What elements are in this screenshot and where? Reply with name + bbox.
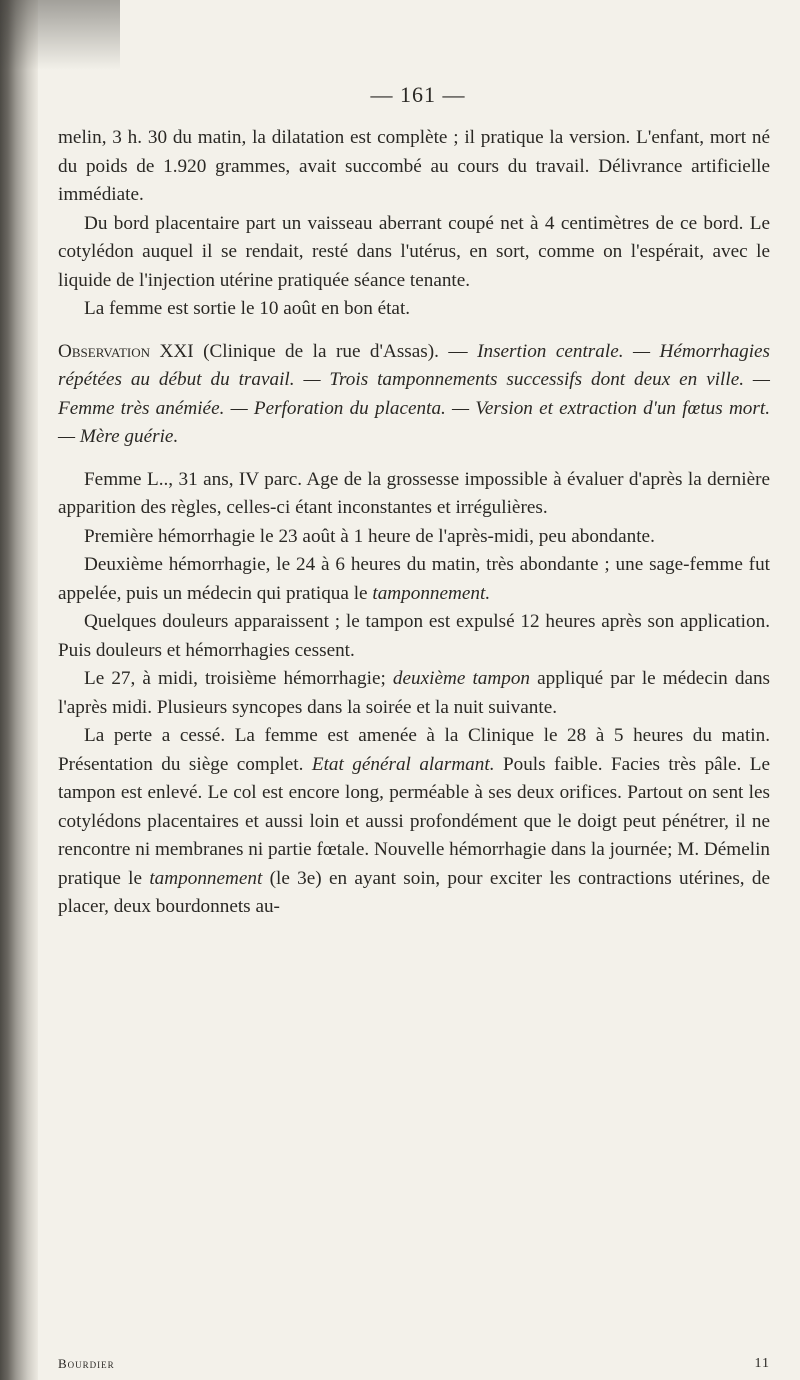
- paragraph-2: Du bord placentaire part un vaisseau aberrant coupé net à 4 centimètres de ce bord. Le cotylédon auquel il se rendait, resté dans l'utérus, en sort, comme on l'espérait, avec le liquide de l'injection utérine pratiquée séance tenante.: [58, 212, 770, 291]
- observation-clinic: (Clinique de la rue d'Assas). —: [203, 340, 468, 362]
- spacer: [58, 452, 770, 466]
- paragraph-9: [58, 722, 770, 922]
- paragraph-9-text-c: (le 3e) en ayant soin, pour exciter les contractions utérines, de placer, deux bourdonnets au-: [58, 867, 771, 917]
- paragraph-1: melin, 3 h. 30 du matin, la dilatation est complète ; il pratique la version. L'enfant, mort né du poids de 1.920 grammes, avait succombé au cours du travail. Délivrance artificielle immédiate.: [58, 127, 770, 205]
- paragraph-6-emphasis: tamponnement.: [372, 582, 491, 604]
- page-footer: [58, 1356, 770, 1372]
- paragraph-9-text-a: La perte a cessé. La femme est amenée à la Clinique le 28 à 5 heures du matin. Présentation du siège complet.: [58, 725, 770, 775]
- paragraph-7: Quelques douleurs apparaissent ; le tampon est expulsé 12 heures après son application. Puis douleurs et hémorrhagies cessent.: [58, 611, 770, 661]
- observation-heading: [58, 338, 770, 452]
- paragraph-5: Première hémorrhagie le 23 août à 1 heure de l'après-midi, peu abondante.: [84, 525, 655, 547]
- paragraph-8-text-a: Le 27, à midi, troisième hémorrhagie;: [84, 668, 386, 689]
- paragraph-8-text-b: appliqué par le médecin dans l'après midi. Plusieurs syncopes dans la soirée et la nuit suivante.: [58, 668, 771, 718]
- page-content: [58, 82, 770, 922]
- page-number: — 161 —: [370, 82, 466, 107]
- paragraph-6-text: Deuxième hémorrhagie, le 24 à 6 heures du matin, très abondante ; une sage-femme fut appelée, puis un médecin qui pratiqua le: [58, 554, 770, 604]
- scan-corner-shadow: [0, 0, 120, 70]
- book-spine-shadow: [0, 0, 38, 1380]
- paragraph-9-emphasis-b: tamponnement: [149, 867, 263, 889]
- observation-subtitle: Insertion centrale. — Hémorrhagies répétées au début du travail. — Trois tamponnements successifs dont deux en ville. — Femme très anémiée. — Perforation du placenta. — Version et extraction d'un fœtus mort. — Mère guérie.: [58, 340, 771, 447]
- spacer: [58, 324, 770, 338]
- paragraph-4: Femme L.., 31 ans, IV parc. Age de la grossesse impossible à évaluer d'après la dernière apparition des règles, celles-ci étant inconstantes et irrégulières.: [58, 468, 770, 518]
- paragraph-8: [58, 665, 770, 722]
- paragraph-8-emphasis: deuxième tampon: [392, 668, 531, 689]
- paragraph-9-emphasis-a: Etat général alarmant.: [311, 753, 495, 775]
- footer-author: Bourdier: [58, 1356, 115, 1371]
- footer-signature: 11: [754, 1356, 770, 1371]
- paragraph-6: [58, 551, 770, 608]
- paragraph-3: La femme est sortie le 10 août en bon état.: [84, 298, 411, 319]
- observation-label: Observation XXI: [58, 340, 194, 362]
- paragraph-9-text-b: Pouls faible. Facies très pâle. Le tampon est enlevé. Le col est encore long, perméable à ses deux orifices. Partout on sent les cotylédons placentaires et aussi loin et aussi profondément que le doigt peut pénétrer, il ne rencontre ni membranes ni partie fœtale. Nouvelle hémorrhagie dans la journée; M. Démelin pratique le: [58, 753, 771, 889]
